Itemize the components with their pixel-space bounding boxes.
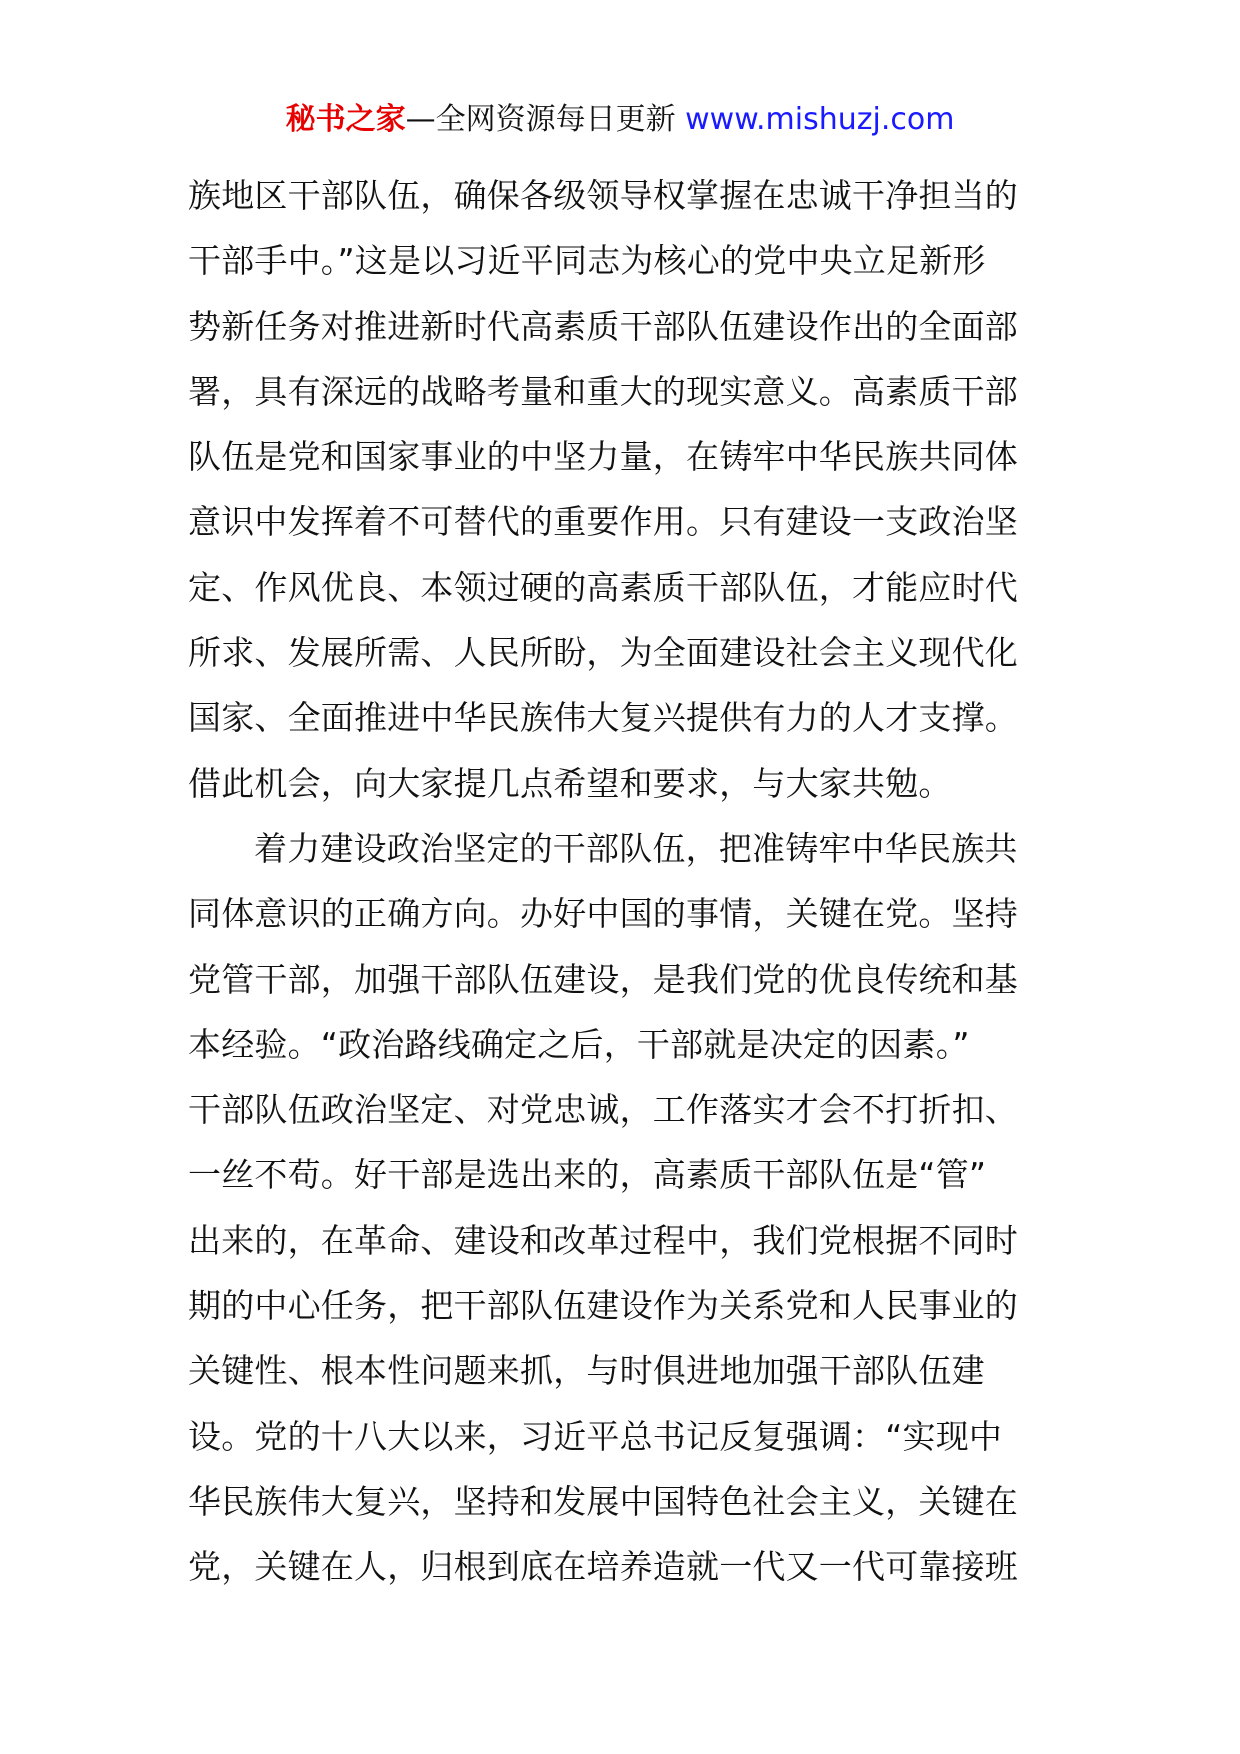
text-line: 族地区干部队伍，确保各级领导权掌握在忠诚干净担当的 (188, 176, 1018, 215)
text-line: 势新任务对推进新时代高素质干部队伍建设作出的全面部 (188, 306, 1018, 346)
text-line: 干部手中。”这是以习近平同志为核心的党中央立足新形 (188, 241, 986, 281)
text-line: 借此机会，向大家提几点希望和要求，与大家共勉。 (188, 763, 952, 803)
text-line: 署，具有深远的战略考量和重大的现实意义。高素质干部 (188, 371, 1018, 411)
text-line: 定、作风优良、本领过硬的高素质干部队伍，才能应时代 (188, 567, 1018, 607)
text-line: 设。党的十八大以来，习近平总书记反复强调：“实现中 (188, 1416, 1003, 1456)
text-line: 意识中发挥着不可替代的重要作用。只有建设一支政治坚 (188, 502, 1018, 542)
text-line: 同体意识的正确方向。办好中国的事情，关键在党。坚持 (188, 894, 1018, 934)
text-line: 期的中心任务，把干部队伍建设作为关系党和人民事业的 (188, 1286, 1018, 1326)
text-line: 党，关键在人，归根到底在培养造就一代又一代可靠接班 (188, 1547, 1018, 1587)
document-body (188, 163, 1056, 1600)
text-line: 关键性、根本性问题来抓，与时俱进地加强干部队伍建 (188, 1351, 985, 1391)
text-line: 干部队伍政治坚定、对党忠诚，工作落实才会不打折扣、 (188, 1090, 1018, 1130)
text-line: 党管干部，加强干部队伍建设，是我们党的优良传统和基 (188, 959, 1018, 999)
text-line: 国家、全面推进中华民族伟大复兴提供有力的人才支撑。 (188, 698, 1018, 738)
text-line: 一丝不苟。好干部是选出来的，高素质干部队伍是“管” (188, 1155, 987, 1195)
text-line: 队伍是党和国家事业的中坚力量，在铸牢中华民族共同体 (188, 437, 1018, 477)
text-line: 华民族伟大复兴，坚持和发展中国特色社会主义，关键在 (188, 1481, 1018, 1521)
header-url-link[interactable]: www.mishuzj.com (685, 102, 955, 137)
header-tagline: —全网资源每日更新 (405, 102, 676, 137)
paragraph-first-line: 着力建设政治坚定的干部队伍，把准铸牢中华民族共 (254, 828, 1018, 868)
header-brand: 秘书之家 (285, 102, 406, 137)
text-line: 出来的，在革命、建设和改革过程中，我们党根据不同时 (188, 1220, 1018, 1260)
page-header (0, 98, 1240, 142)
text-line: 所求、发展所需、人民所盼，为全面建设社会主义现代化 (188, 633, 1018, 673)
text-line: 本经验。“政治路线确定之后，干部就是决定的因素。” (188, 1024, 970, 1064)
